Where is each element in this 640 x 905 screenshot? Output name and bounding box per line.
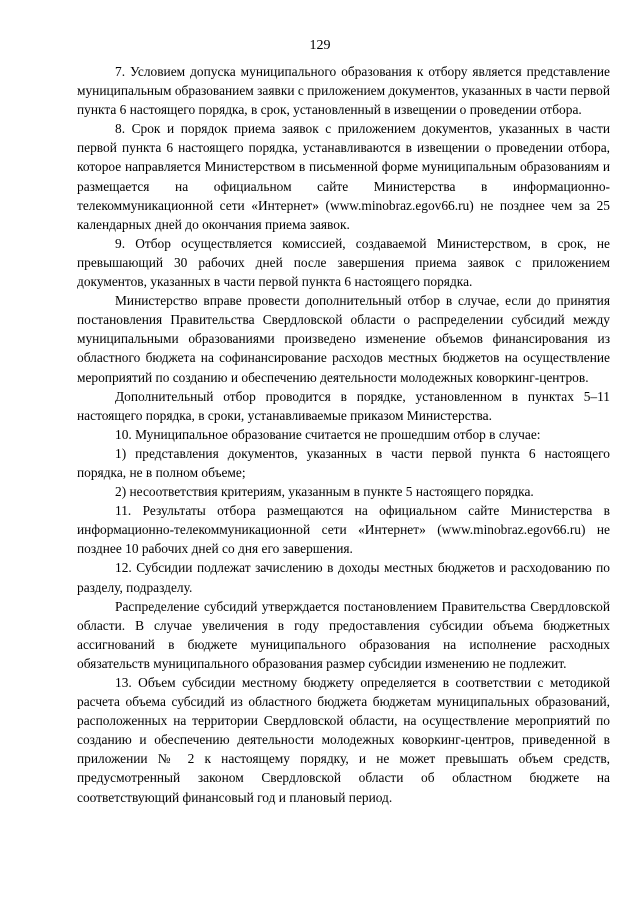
page-number: 129	[309, 38, 331, 53]
paragraph-9: 9. Отбор осуществляется комиссией, создаваемой Министерством, в срок, не превышающий 30 рабочих дней после завершения приема заявок с приложением документов, указанных в части первой пункта 6 настоящего порядка.	[77, 235, 610, 290]
paragraph-11: 11. Результаты отбора размещаются на официальном сайте Министерства в информационно-телекоммуникационной сети «Интернет» (www.minobraz.egov66.ru) не позднее 10 рабочих дней со дня его завершения.	[77, 503, 610, 557]
paragraph-10: 10. Муниципальное образование считается не прошедшим отбор в случае:	[115, 426, 541, 442]
paragraph-7: 7. Условием допуска муниципального образования к отбору является представление муниципальным образованием заявки с приложением документов, указанных в части первой пункта 6 настоящего порядка, в срок, установленный в извещении о проведении отбора.	[77, 64, 610, 118]
paragraph-distribution: Распределение субсидий утверждается постановлением Правительства Свердловской области. В случае увеличения в году предоставления субсидии объема бюджетных ассигнований в бюджете муниципального образования на исполнение расходных обязательств муниципального образования размер субсидии изменению не подлежит.	[77, 598, 610, 671]
paragraph-10-item-2: 2) несоответствия критериям, указанным в пункте 5 настоящего порядка.	[115, 484, 534, 500]
paragraph-12: 12. Субсидии подлежат зачислению в доходы местных бюджетов и расходованию по разделу, подразделу.	[77, 560, 610, 595]
document-body	[77, 62, 610, 807]
paragraph-additional-selection-procedure: Дополнительный отбор проводится в порядке, установленном в пунктах 5–11 настоящего порядка, в сроки, устанавливаемые приказом Министерства.	[77, 388, 610, 423]
paragraph-10-item-1: 1) представления документов, указанных в части первой пункта 6 настоящего порядка, не в полном объеме;	[77, 445, 610, 480]
paragraph-8: 8. Срок и порядок приема заявок с приложением документов, указанных в части первой пункта 6 настоящего порядка, устанавливаются в извещении о проведении отбора, которое направляется Министерством в письменной форме муниципальным образованиям и размещается на официальном сайте Министерства в информационно-телекоммуникационной сети «Интернет» (www.minobraz.egov66.ru) не позднее чем за 25 календарных дней до окончания приема заявок.	[77, 121, 610, 232]
paragraph-13: 13. Объем субсидии местному бюджету определяется в соответствии с методикой расчета объема субсидий из областного бюджета бюджетам муниципальных образований, расположенных на территории Свердловской области, на осуществление мероприятий по созданию и обеспечению деятельности молодежных коворкинг-центров, приведенной в приложении № 2 к настоящему порядку, и не может превышать объем средств, предусмотренный законом Свердловской области об областном бюджете на соответствующий финансовый год и плановый период.	[77, 675, 610, 805]
paragraph-additional-selection: Министерство вправе провести дополнительный отбор в случае, если до принятия постановления Правительства Свердловской области о распределении субсидий между муниципальными образованиями произведено изменение объемов финансирования из областного бюджета на софинансирование расходов местных бюджетов на осуществление мероприятий по созданию и обеспечению деятельности молодежных коворкинг-центров.	[77, 293, 610, 385]
